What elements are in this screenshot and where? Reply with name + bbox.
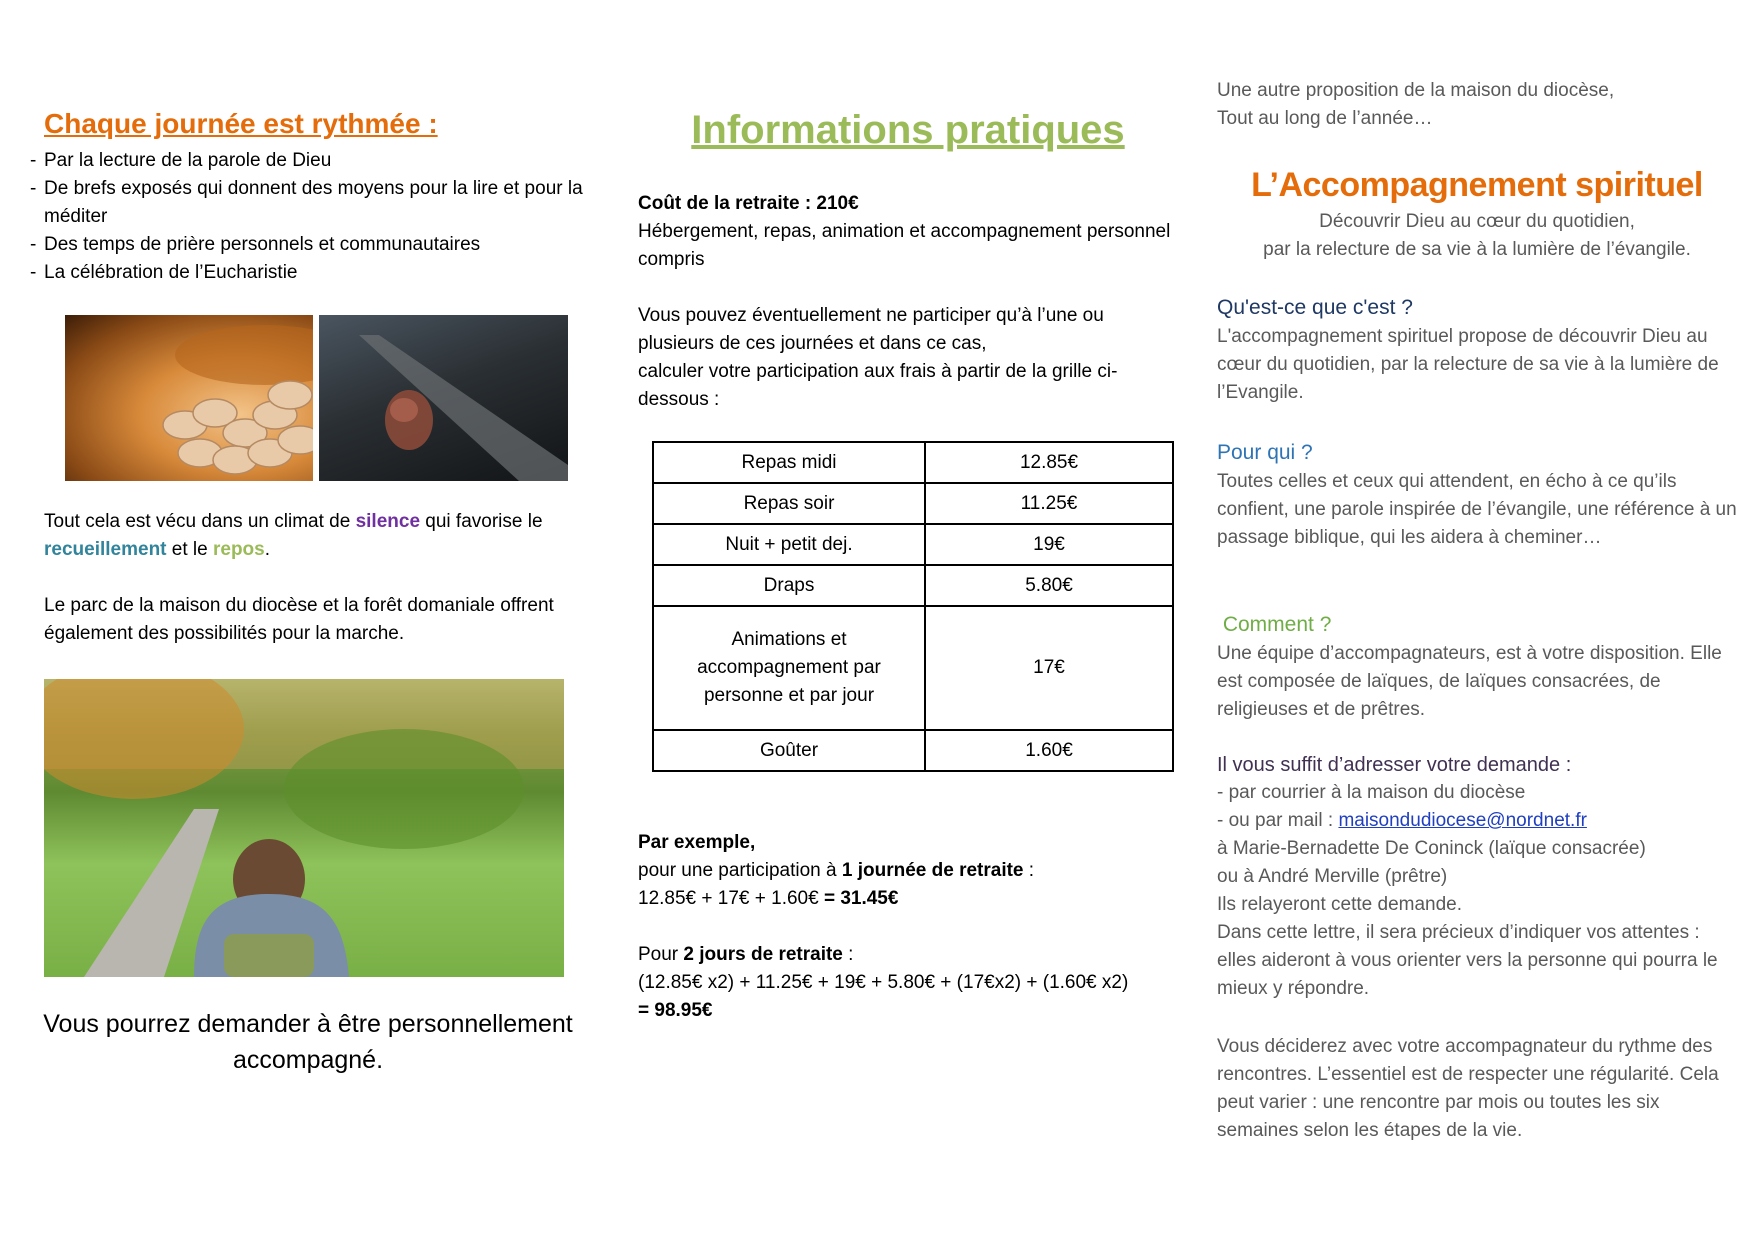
request-heading: Il vous suffit d’adresser votre demande : (1217, 754, 1572, 776)
price-value: 12.85€ (925, 442, 1173, 483)
prayer-hands-photo (319, 315, 568, 481)
contact-line: Ils relayeront cette demande. (1217, 894, 1463, 915)
pricing-table (652, 441, 1174, 772)
table-row (653, 730, 1173, 771)
climate-text: Tout cela est vécu dans un climat de (44, 511, 351, 532)
table-row (653, 483, 1173, 524)
price-label: Animations et accompagnement par personne et par jour (653, 606, 925, 730)
contact-line: à Marie-Bernadette De Coninck (laïque consacrée) (1217, 838, 1646, 859)
example-calc: 12.85€ + 17€ + 1.60€ (638, 888, 819, 909)
list-item: - La célébration de l’Eucharistie (28, 259, 588, 287)
contact-line: Dans cette lettre, il sera précieux d’indiquer vos attentes : elles aideront à vous orienter vers la personne qui pourra le mieux y répondre. (1217, 922, 1718, 999)
cost-label: Coût de la retraite : 210€ (638, 193, 859, 214)
daily-activities-list (28, 147, 588, 287)
intro-section (1217, 77, 1737, 133)
price-value: 11.25€ (925, 483, 1173, 524)
contact-line: ou à André Merville (prêtre) (1217, 866, 1448, 887)
table-row (653, 524, 1173, 565)
for-whom-heading: Pour qui ? (1217, 441, 1313, 464)
example-title: Par exemple, (638, 832, 756, 853)
communion-hosts-illustration (65, 315, 313, 481)
contact-line: - par courrier à la maison du diocèse (1217, 782, 1526, 803)
list-item: - Des temps de prière personnels et communautaires (28, 231, 588, 259)
spiritual-accompaniment-heading: L’Accompagnement spirituel (1251, 166, 1703, 204)
price-value: 5.80€ (925, 565, 1173, 606)
example-text: : (848, 944, 854, 965)
example-bold: 1 journée de retraite (841, 860, 1024, 881)
forest-walk-photo (44, 679, 564, 977)
example-total: = 31.45€ (823, 888, 899, 909)
example-bold: 2 jours de retraite (683, 944, 843, 965)
price-label: Repas midi (653, 442, 925, 483)
price-label: Goûter (653, 730, 925, 771)
cost-detail: Hébergement, repas, animation et accompagnement personnel compris (638, 221, 1171, 270)
climate-text: et le (171, 539, 208, 560)
table-row (653, 606, 1173, 730)
example-2-line (638, 941, 1178, 969)
personal-accompaniment-text: Vous pourrez demander à être personnellement accompagné. (43, 1010, 573, 1074)
daily-rhythm-heading: Chaque journée est rythmée : (44, 108, 438, 139)
example-2-total: = 98.95€ (638, 1000, 713, 1021)
prayer-hands-illustration (319, 315, 568, 481)
request-section (1217, 751, 1742, 1003)
example-1-calc (638, 885, 1178, 913)
what-is-it-text: L'accompagnement spirituel propose de découvrir Dieu au cœur du quotidien, par la relecture de sa vie à la lumière de l’Evangile. (1217, 326, 1719, 403)
price-value: 1.60€ (925, 730, 1173, 771)
example-2-calc: (12.85€ x2) + 11.25€ + 19€ + 5.80€ + (17€x2) + (1.60€ x2) (638, 972, 1129, 993)
intro-line: Tout au long de l’année… (1217, 108, 1433, 129)
subtitle-line: Découvrir Dieu au cœur du quotidien, (1319, 211, 1635, 232)
contact-text: - ou par mail : (1217, 810, 1334, 831)
example-text: pour une participation à (638, 860, 837, 881)
list-item: - De brefs exposés qui donnent des moyens pour la lire et pour la méditer (28, 175, 588, 231)
climate-paragraph (44, 508, 584, 564)
climate-text: qui favorise le (425, 511, 543, 532)
price-value: 19€ (925, 524, 1173, 565)
for-whom-section (1217, 438, 1742, 552)
price-label: Draps (653, 565, 925, 606)
practical-info-heading: Informations pratiques (691, 108, 1125, 152)
climate-text: . (264, 539, 271, 560)
calc-text: calculer votre participation aux frais à partir de la grille ci-dessous : (638, 361, 1118, 410)
right-column (1217, 0, 1737, 1240)
how-section (1217, 610, 1742, 724)
price-label: Repas soir (653, 483, 925, 524)
subtitle-line: par la relecture de sa vie à la lumière de l’évangile. (1263, 239, 1691, 260)
for-whom-text: Toutes celles et ceux qui attendent, en écho à ce qu’ils confient, une parole inspirée de l’évangile, une référence à un passage biblique, qui les aidera à cheminer… (1217, 471, 1737, 548)
middle-column (638, 0, 1178, 1240)
email-link[interactable]: maisondudiocese@nordnet.fr (1338, 810, 1587, 831)
how-heading: Comment ? (1217, 613, 1332, 636)
table-row (653, 565, 1173, 606)
list-item: - Par la lecture de la parole de Dieu (28, 147, 588, 175)
example-1-line (638, 857, 1178, 885)
participation-text: Vous pouvez éventuellement ne participer qu’à l’une ou plusieurs de ces journées et dans ce cas, (638, 305, 1104, 354)
example-text: : (1028, 860, 1035, 881)
what-is-it-section (1217, 293, 1742, 407)
table-row (653, 442, 1173, 483)
closing-paragraph: Vous déciderez avec votre accompagnateur du rythme des rencontres. L’essentiel est de respecter une régularité. Cela peut varier : une rencontre par mois ou toutes les six semaines selon les étapes de la vie. (1217, 1036, 1719, 1141)
repos-word: repos (212, 539, 265, 560)
price-value: 17€ (925, 606, 1173, 730)
contact-line (1217, 807, 1742, 835)
park-paragraph: Le parc de la maison du diocèse et la forêt domaniale offrent également des possibilités pour la marche. (44, 595, 554, 644)
subtitle (1217, 208, 1737, 264)
communion-hosts-photo (65, 315, 313, 481)
forest-walk-illustration (44, 679, 564, 977)
participation-section (638, 302, 1178, 414)
what-is-it-heading: Qu'est-ce que c'est ? (1217, 296, 1413, 319)
how-text: Une équipe d’accompagnateurs, est à votre disposition. Elle est composée de laïques, de laïques consacrées, de religieuses et de prêtres. (1217, 643, 1722, 720)
recueillement-word: recueillement (44, 539, 167, 560)
price-label: Nuit + petit dej. (653, 524, 925, 565)
silence-word: silence (355, 511, 421, 532)
cost-section (638, 190, 1178, 274)
left-column (28, 0, 588, 1240)
example-text: Pour (638, 944, 679, 965)
intro-line: Une autre proposition de la maison du diocèse, (1217, 80, 1615, 101)
example-section (638, 829, 1178, 1025)
